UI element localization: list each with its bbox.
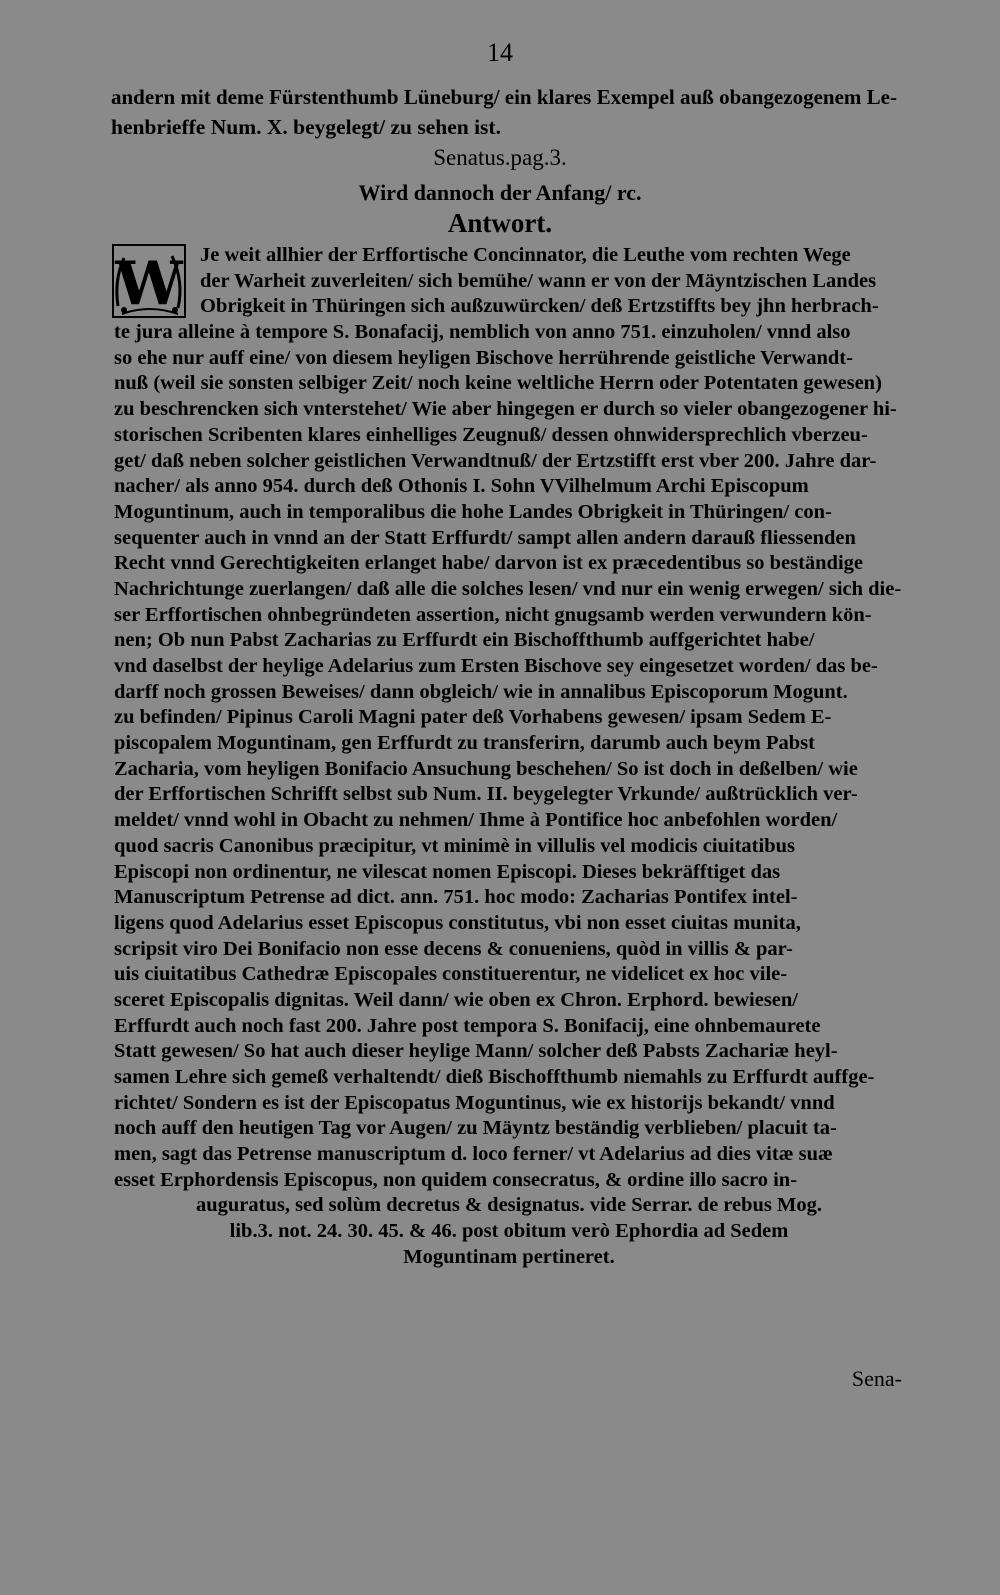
text-line: sceret Episcopalis dignitas. Weil dann/ wie oben ex Chron. Erphord. bewiesen/	[114, 988, 798, 1011]
text-line: nacher/ als anno 954. durch deß Othonis I. Sohn VVilhelmum Archi Episcopum	[114, 475, 809, 498]
text-line: richtet/ Sondern es ist der Episcopatus Moguntinus, wie ex historijs bekandt/ vnnd	[114, 1091, 835, 1114]
text-line: der Warheit zuverleiten/ sich bemühe/ wann er von der Mäyntzischen Landes	[200, 269, 877, 292]
text-line: Moguntinum, auch in temporalibus die hohe Landes Obrigkeit in Thüringen/ con-	[114, 500, 832, 523]
section-reference-heading: Senatus.pag.3.	[433, 145, 567, 170]
text-line: lib.3. not. 24. 30. 45. & 46. post obitum verò Ephordia ad Sedem	[229, 1220, 789, 1243]
intro-paragraph	[111, 82, 901, 142]
text-line: der Erffortischen Schrifft selbst sub Num. II. beygelegter Vrkunde/ außtrücklich ver-	[114, 783, 858, 806]
text-line: noch auff den heutigen Tag vor Augen/ zu Mäyntz beständig verblieben/ placuit ta-	[114, 1117, 837, 1140]
text-line: samen Lehre sich gemeß verhaltendt/ dieß Bischoffthumb niemahls zu Erffurdt auffge-	[114, 1066, 875, 1088]
text-line: te jura alleine à tempore S. Bonafacij, nemblich von anno 751. einzuholen/ vnnd also	[114, 321, 851, 344]
text-line: Erffurdt auch noch fast 200. Jahre post tempora S. Bonifacij, eine ohnbemaurete	[114, 1014, 821, 1037]
quoted-incipit-heading: Wird dannoch der Anfang/ rc.	[358, 180, 642, 205]
text-line: get/ daß neben solcher geistlichen Verwandtnuß/ der Ertzstifft erst vber 200. Jahre dar-	[114, 449, 877, 472]
text-line: Zacharia, vom heyligen Bonifacio Ansuchung beschehen/ So ist doch in deßelben/ wie	[114, 757, 858, 780]
text-line: Obrigkeit in Thüringen sich außzuwürcken/ deß Ertzstiffts bey jhn herbrach-	[200, 295, 879, 318]
text-line: ligens quod Adelarius esset Episcopus constitutus, vbi non esset ciuitas munita,	[114, 911, 801, 934]
text-line: men, sagt das Petrense manuscriptum d. loco ferner/ vt Adelarius ad dies vitæ suæ	[114, 1143, 833, 1166]
text-line: Manuscriptum Petrense ad dict. ann. 751. hoc modo: Zacharias Pontifex intel-	[114, 886, 798, 909]
text-line: Episcopi non ordinentur, ne vilescat nomen Episcopi. Dieses bekräfftiget das	[114, 860, 781, 883]
text-line: Nachrichtunge zuerlangen/ daß alle die solches lesen/ vnd nur ein wenig erwegen/ sich die-	[114, 577, 902, 600]
text-line: esset Erphordensis Episcopus, non quidem consecratus, & ordine illo sacro in-	[114, 1168, 798, 1191]
text-line: piscopalem Moguntinam, gen Erffurdt zu transferirn, darumb auch beym Pabst	[114, 732, 815, 755]
text-line: nuß (weil sie sonsten selbiger Zeit/ noch keine weltliche Herrn oder Potentaten gewesen)	[114, 372, 882, 395]
text-line: meldet/ vnnd wohl in Obacht zu nehmen/ Ihme à Pontifice hoc anbefohlen worden/	[114, 809, 838, 832]
text-line: ser Erffortischen ohnbegründeten assertion, nicht gnugsamb werden verwundern kön-	[114, 603, 872, 626]
text-line: Moguntinam pertineret.	[403, 1245, 615, 1268]
answer-heading: Antwort.	[447, 208, 553, 238]
text-line: nen; Ob nun Pabst Zacharias zu Erffurdt ein Bischoffthumb auffgerichtet habe/	[114, 629, 815, 652]
answer-paragraph	[114, 243, 904, 1271]
text-line: zu beschrencken sich vnterstehet/ Wie aber hingegen er durch so vieler obangezogener hi-	[114, 398, 897, 421]
catchword: Sena-	[851, 1366, 902, 1391]
text-line: henbrieffe Num. X. beygelegt/ zu sehen ist.	[111, 115, 501, 139]
text-line: darff noch grossen Beweises/ dann obgleich/ wie in annalibus Episcoporum Mogunt.	[114, 680, 848, 703]
text-line: uis ciuitatibus Cathedræ Episcopales constituerentur, ne videlicet ex hoc vile-	[114, 963, 788, 986]
text-line: zu befinden/ Pipinus Caroli Magni pater deß Vorhabens gewesen/ ipsam Sedem E-	[114, 706, 832, 729]
initial-letter-glyph: W	[115, 249, 183, 318]
text-line: andern mit deme Fürstenthumb Lüneburg/ ein klares Exempel auß obangezogenem Le-	[111, 85, 897, 109]
text-line: vnd daselbst der heylige Adelarius zum Ersten Bischove sey eingesetzet worden/ das be-	[114, 655, 878, 677]
text-line: sequenter auch in vnnd an der Statt Erffurdt/ sampt allen andern darauß fliessenden	[114, 526, 856, 549]
text-line: Statt gewesen/ So hat auch dieser heylige Mann/ solcher deß Pabsts Zachariæ heyl-	[114, 1040, 838, 1063]
page-number: 14	[487, 38, 513, 67]
text-line: so ehe nur auff eine/ von diesem heyligen Bischove herrührende geistliche Verwandt-	[114, 346, 853, 369]
text-line: scripsit viro Dei Bonifacio non esse decens & conueniens, quòd in villis & par-	[114, 937, 793, 960]
text-line: storischen Scribenten klares einhelliges Zeugnuß/ dessen ohnwidersprechlich vberzeu-	[114, 423, 868, 446]
text-line: quod sacris Canonibus præcipitur, vt minimè in villulis vel modicis ciuitatibus	[114, 834, 795, 857]
text-line: Je weit allhier der Erffortische Concinnator, die Leuthe vom rechten Wege	[200, 244, 851, 266]
text-line: Recht vnnd Gerechtigkeiten erlanget habe/ darvon ist ex præcedentibus so beständige	[114, 552, 864, 575]
text-line: auguratus, sed solùm decretus & designatus. vide Serrar. de rebus Mog.	[195, 1194, 823, 1217]
